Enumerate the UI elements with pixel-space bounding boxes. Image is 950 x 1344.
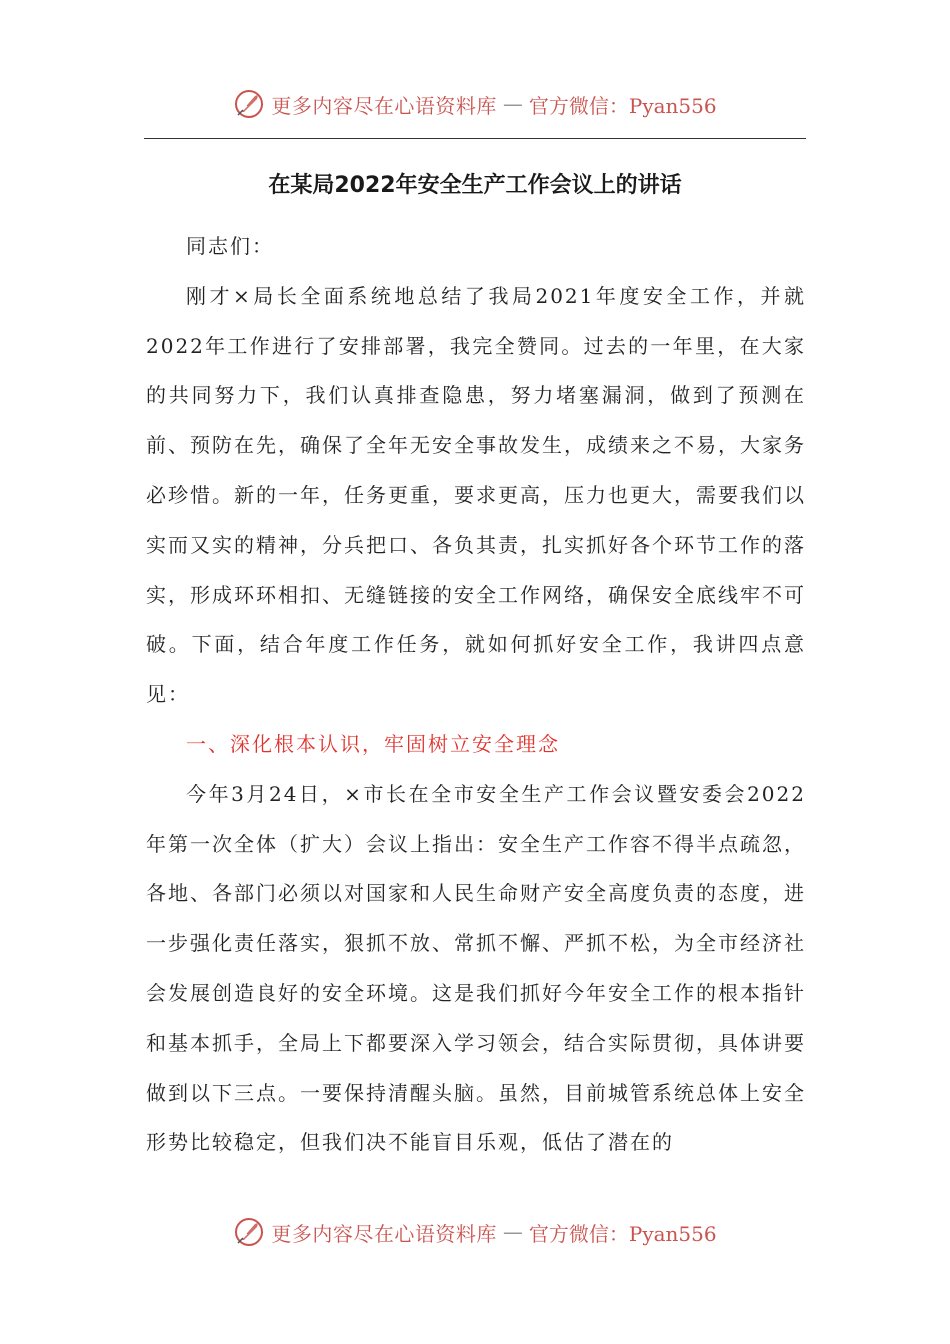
footer-banner-contact: 官方微信：Pyan556 [528,1221,717,1246]
banner-text: 更多内容尽在心语资料库 [271,93,497,118]
footer-banner-dash: — [502,1220,523,1244]
feather-pen-icon [233,88,265,120]
header-divider [144,138,806,139]
banner-dash: — [502,92,523,116]
footer-banner [0,1212,950,1252]
footer-banner-text: 更多内容尽在心语资料库 [271,1221,497,1246]
paragraph-2: 今年3月24日，×市长在全市安全生产工作会议暨安委会2022年第一次全体（扩大）会议上指出：安全生产工作容不得半点疏忽，各地、各部门必须以对国家和人民生命财产安全高度负责的态度，进一步强化责任落实，狠抓不放、常抓不懈、严抓不松，为全市经济社会发展创造良好的安全环境。这是我们抓好今年安全工作的根本指针和基本抓手，全局上下都要深入学习领会，结合实际贯彻，具体讲要做到以下三点。一要保持清醒头脑。虽然，目前城管系统总体上安全形势比较稳定，但我们决不能盲目乐观，低估了潜在的 [146,781,806,1155]
document-title: 在某局2022年安全生产工作会议上的讲话 [268,173,682,198]
salutation: 同志们： [186,234,274,258]
feather-pen-icon [233,1216,265,1248]
banner-contact: 官方微信：Pyan556 [528,93,717,118]
header-banner [0,84,950,124]
document-body [146,222,806,1168]
paragraph-1: 刚才×局长全面系统地总结了我局2021年度安全工作，并就2022年工作进行了安排部署，我完全赞同。过去的一年里，在大家的共同努力下，我们认真排查隐患，努力堵塞漏洞，做到了预测在前、预防在先，确保了全年无安全事故发生，成绩来之不易，大家务必珍惜。新的一年，任务更重，要求更高，压力也更大，需要我们以实而又实的精神，分兵把口、各负其责，扎实抓好各个环节工作的落实，形成环环相扣、无缝链接的安全工作网络，确保安全底线牢不可破。下面，结合年度工作任务，就如何抓好安全工作，我讲四点意见： [146,283,806,707]
section-1-heading: 一、深化根本认识，牢固树立安全理念 [186,731,560,756]
